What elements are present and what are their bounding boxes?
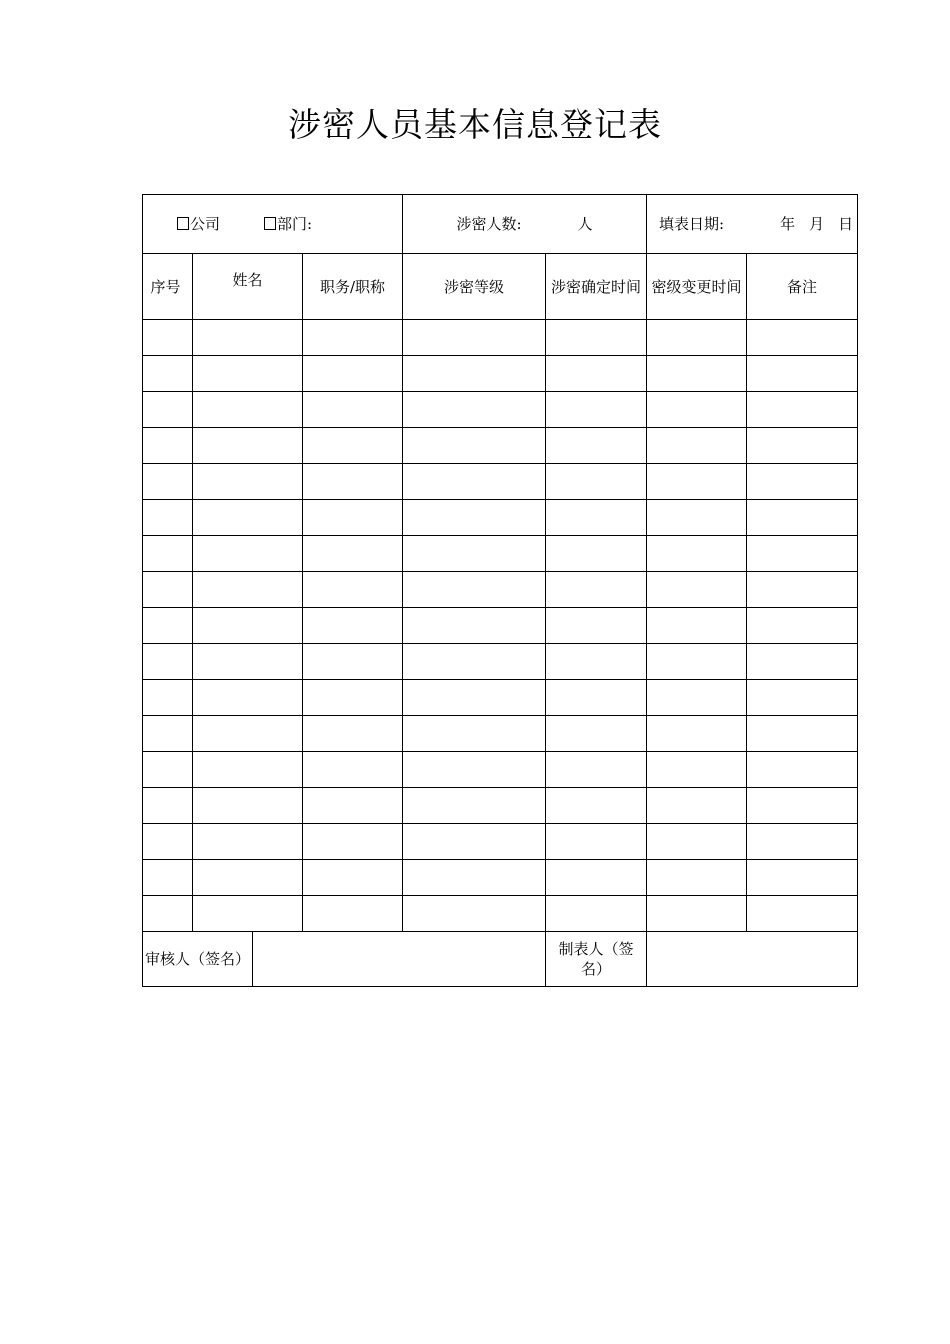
column-header-change-time: 密级变更时间 bbox=[647, 254, 747, 320]
change-time-cell[interactable] bbox=[647, 644, 747, 680]
table-row bbox=[143, 788, 858, 824]
change-time-cell[interactable] bbox=[647, 788, 747, 824]
year-label: 年 bbox=[780, 215, 796, 233]
level-cell[interactable] bbox=[403, 464, 546, 500]
confirm-time-cell[interactable] bbox=[546, 716, 647, 752]
name-cell[interactable] bbox=[193, 356, 303, 392]
seq-cell[interactable] bbox=[143, 824, 193, 860]
confirm-time-cell[interactable] bbox=[546, 896, 647, 932]
position-cell[interactable] bbox=[303, 536, 403, 572]
classified-count-cell[interactable] bbox=[403, 195, 647, 254]
change-time-cell[interactable] bbox=[647, 464, 747, 500]
name-cell[interactable] bbox=[193, 716, 303, 752]
seq-cell[interactable] bbox=[143, 428, 193, 464]
position-cell[interactable] bbox=[303, 356, 403, 392]
column-header-row bbox=[143, 254, 858, 320]
column-header-confirm-time: 涉密确定时间 bbox=[546, 254, 647, 320]
position-cell[interactable] bbox=[303, 464, 403, 500]
confirm-time-cell[interactable] bbox=[546, 428, 647, 464]
remarks-cell[interactable] bbox=[747, 752, 858, 788]
table-row bbox=[143, 392, 858, 428]
remarks-cell[interactable] bbox=[747, 860, 858, 896]
department-checkbox[interactable] bbox=[264, 217, 276, 230]
change-time-cell[interactable] bbox=[647, 680, 747, 716]
table-row bbox=[143, 644, 858, 680]
level-cell[interactable] bbox=[403, 500, 546, 536]
seq-cell[interactable] bbox=[143, 572, 193, 608]
name-cell[interactable] bbox=[193, 644, 303, 680]
change-time-cell[interactable] bbox=[647, 572, 747, 608]
remarks-cell[interactable] bbox=[747, 716, 858, 752]
change-time-cell[interactable] bbox=[647, 608, 747, 644]
seq-cell[interactable] bbox=[143, 536, 193, 572]
change-time-cell[interactable] bbox=[647, 860, 747, 896]
preparer-signature-field[interactable] bbox=[647, 932, 858, 987]
remarks-cell[interactable] bbox=[747, 392, 858, 428]
seq-cell[interactable] bbox=[143, 356, 193, 392]
table-row bbox=[143, 572, 858, 608]
position-cell[interactable] bbox=[303, 428, 403, 464]
seq-cell[interactable] bbox=[143, 392, 193, 428]
confirm-time-cell[interactable] bbox=[546, 536, 647, 572]
info-row bbox=[143, 195, 858, 254]
position-cell[interactable] bbox=[303, 896, 403, 932]
change-time-cell[interactable] bbox=[647, 752, 747, 788]
remarks-cell[interactable] bbox=[747, 896, 858, 932]
table-row bbox=[143, 536, 858, 572]
change-time-cell[interactable] bbox=[647, 716, 747, 752]
fill-date-cell[interactable] bbox=[647, 195, 858, 254]
confirm-time-cell[interactable] bbox=[546, 824, 647, 860]
position-cell[interactable] bbox=[303, 500, 403, 536]
department-label: 部门: bbox=[276, 215, 313, 233]
remarks-cell[interactable] bbox=[747, 824, 858, 860]
level-cell[interactable] bbox=[403, 320, 546, 356]
name-cell[interactable] bbox=[193, 320, 303, 356]
table-row bbox=[143, 356, 858, 392]
seq-cell[interactable] bbox=[143, 860, 193, 896]
confirm-time-cell[interactable] bbox=[546, 788, 647, 824]
position-cell[interactable] bbox=[303, 680, 403, 716]
column-header-name: 姓名 bbox=[193, 254, 303, 320]
classified-count-label: 涉密人数: bbox=[456, 215, 522, 233]
change-time-cell[interactable] bbox=[647, 428, 747, 464]
table-row bbox=[143, 716, 858, 752]
reviewer-signature-field[interactable] bbox=[253, 932, 546, 987]
name-cell[interactable] bbox=[193, 788, 303, 824]
position-cell[interactable] bbox=[303, 608, 403, 644]
fill-date-label: 填表日期: bbox=[659, 215, 725, 233]
name-cell[interactable] bbox=[193, 680, 303, 716]
month-label: 月 bbox=[809, 215, 825, 233]
preparer-label: 制表人（签名） bbox=[546, 932, 647, 987]
level-cell[interactable] bbox=[403, 536, 546, 572]
table-row bbox=[143, 608, 858, 644]
confirm-time-cell[interactable] bbox=[546, 860, 647, 896]
registration-table bbox=[142, 194, 858, 987]
department-option[interactable] bbox=[264, 214, 312, 234]
change-time-cell[interactable] bbox=[647, 824, 747, 860]
level-cell[interactable] bbox=[403, 608, 546, 644]
confirm-time-cell[interactable] bbox=[546, 644, 647, 680]
table-row bbox=[143, 680, 858, 716]
name-cell[interactable] bbox=[193, 752, 303, 788]
confirm-time-cell[interactable] bbox=[546, 356, 647, 392]
table-row bbox=[143, 824, 858, 860]
change-time-cell[interactable] bbox=[647, 536, 747, 572]
level-cell[interactable] bbox=[403, 392, 546, 428]
name-cell[interactable] bbox=[193, 500, 303, 536]
change-time-cell[interactable] bbox=[647, 356, 747, 392]
company-option[interactable] bbox=[177, 214, 220, 234]
form-title: 涉密人员基本信息登记表 bbox=[288, 105, 662, 144]
remarks-cell[interactable] bbox=[747, 356, 858, 392]
remarks-cell[interactable] bbox=[747, 320, 858, 356]
level-cell[interactable] bbox=[403, 572, 546, 608]
column-header-seq: 序号 bbox=[143, 254, 193, 320]
position-cell[interactable] bbox=[303, 716, 403, 752]
change-time-cell[interactable] bbox=[647, 896, 747, 932]
name-cell[interactable] bbox=[193, 860, 303, 896]
seq-cell[interactable] bbox=[143, 320, 193, 356]
seq-cell[interactable] bbox=[143, 500, 193, 536]
remarks-cell[interactable] bbox=[747, 608, 858, 644]
seq-cell[interactable] bbox=[143, 464, 193, 500]
position-cell[interactable] bbox=[303, 392, 403, 428]
level-cell[interactable] bbox=[403, 428, 546, 464]
remarks-cell[interactable] bbox=[747, 788, 858, 824]
position-cell[interactable] bbox=[303, 572, 403, 608]
change-time-cell[interactable] bbox=[647, 320, 747, 356]
signature-row bbox=[143, 932, 858, 987]
level-cell[interactable] bbox=[403, 716, 546, 752]
company-label: 公司 bbox=[189, 215, 220, 233]
name-cell[interactable] bbox=[193, 608, 303, 644]
position-cell[interactable] bbox=[303, 320, 403, 356]
name-cell[interactable] bbox=[193, 428, 303, 464]
table-row bbox=[143, 860, 858, 896]
confirm-time-cell[interactable] bbox=[546, 392, 647, 428]
remarks-cell[interactable] bbox=[747, 680, 858, 716]
confirm-time-cell[interactable] bbox=[546, 572, 647, 608]
table-row bbox=[143, 896, 858, 932]
position-cell[interactable] bbox=[303, 860, 403, 896]
confirm-time-cell[interactable] bbox=[546, 608, 647, 644]
table-row bbox=[143, 752, 858, 788]
remarks-cell[interactable] bbox=[747, 464, 858, 500]
confirm-time-cell[interactable] bbox=[546, 320, 647, 356]
change-time-cell[interactable] bbox=[647, 500, 747, 536]
seq-cell[interactable] bbox=[143, 608, 193, 644]
level-cell[interactable] bbox=[403, 896, 546, 932]
confirm-time-cell[interactable] bbox=[546, 680, 647, 716]
remarks-cell[interactable] bbox=[747, 536, 858, 572]
remarks-cell[interactable] bbox=[747, 572, 858, 608]
seq-cell[interactable] bbox=[143, 896, 193, 932]
seq-cell[interactable] bbox=[143, 716, 193, 752]
name-cell[interactable] bbox=[193, 572, 303, 608]
level-cell[interactable] bbox=[403, 788, 546, 824]
name-cell[interactable] bbox=[193, 392, 303, 428]
column-header-remarks: 备注 bbox=[747, 254, 858, 320]
company-checkbox[interactable] bbox=[177, 217, 189, 230]
remarks-cell[interactable] bbox=[747, 428, 858, 464]
table-row bbox=[143, 428, 858, 464]
level-cell[interactable] bbox=[403, 356, 546, 392]
level-cell[interactable] bbox=[403, 644, 546, 680]
position-cell[interactable] bbox=[303, 824, 403, 860]
remarks-cell[interactable] bbox=[747, 500, 858, 536]
table-row bbox=[143, 464, 858, 500]
position-cell[interactable] bbox=[303, 752, 403, 788]
unit-type-cell bbox=[143, 195, 403, 254]
confirm-time-cell[interactable] bbox=[546, 464, 647, 500]
seq-cell[interactable] bbox=[143, 788, 193, 824]
level-cell[interactable] bbox=[403, 860, 546, 896]
level-cell[interactable] bbox=[403, 824, 546, 860]
day-label: 日 bbox=[838, 215, 854, 233]
table-row bbox=[143, 500, 858, 536]
table-row bbox=[143, 320, 858, 356]
name-cell[interactable] bbox=[193, 824, 303, 860]
seq-cell[interactable] bbox=[143, 644, 193, 680]
name-cell[interactable] bbox=[193, 464, 303, 500]
seq-cell[interactable] bbox=[143, 680, 193, 716]
position-cell[interactable] bbox=[303, 788, 403, 824]
reviewer-label: 审核人（签名） bbox=[143, 932, 253, 987]
column-header-level: 涉密等级 bbox=[403, 254, 546, 320]
level-cell[interactable] bbox=[403, 752, 546, 788]
remarks-cell[interactable] bbox=[747, 644, 858, 680]
position-cell[interactable] bbox=[303, 644, 403, 680]
classified-count-unit: 人 bbox=[577, 215, 593, 233]
seq-cell[interactable] bbox=[143, 752, 193, 788]
name-cell[interactable] bbox=[193, 536, 303, 572]
level-cell[interactable] bbox=[403, 680, 546, 716]
confirm-time-cell[interactable] bbox=[546, 500, 647, 536]
name-cell[interactable] bbox=[193, 896, 303, 932]
confirm-time-cell[interactable] bbox=[546, 752, 647, 788]
column-header-position: 职务/职称 bbox=[303, 254, 403, 320]
change-time-cell[interactable] bbox=[647, 392, 747, 428]
